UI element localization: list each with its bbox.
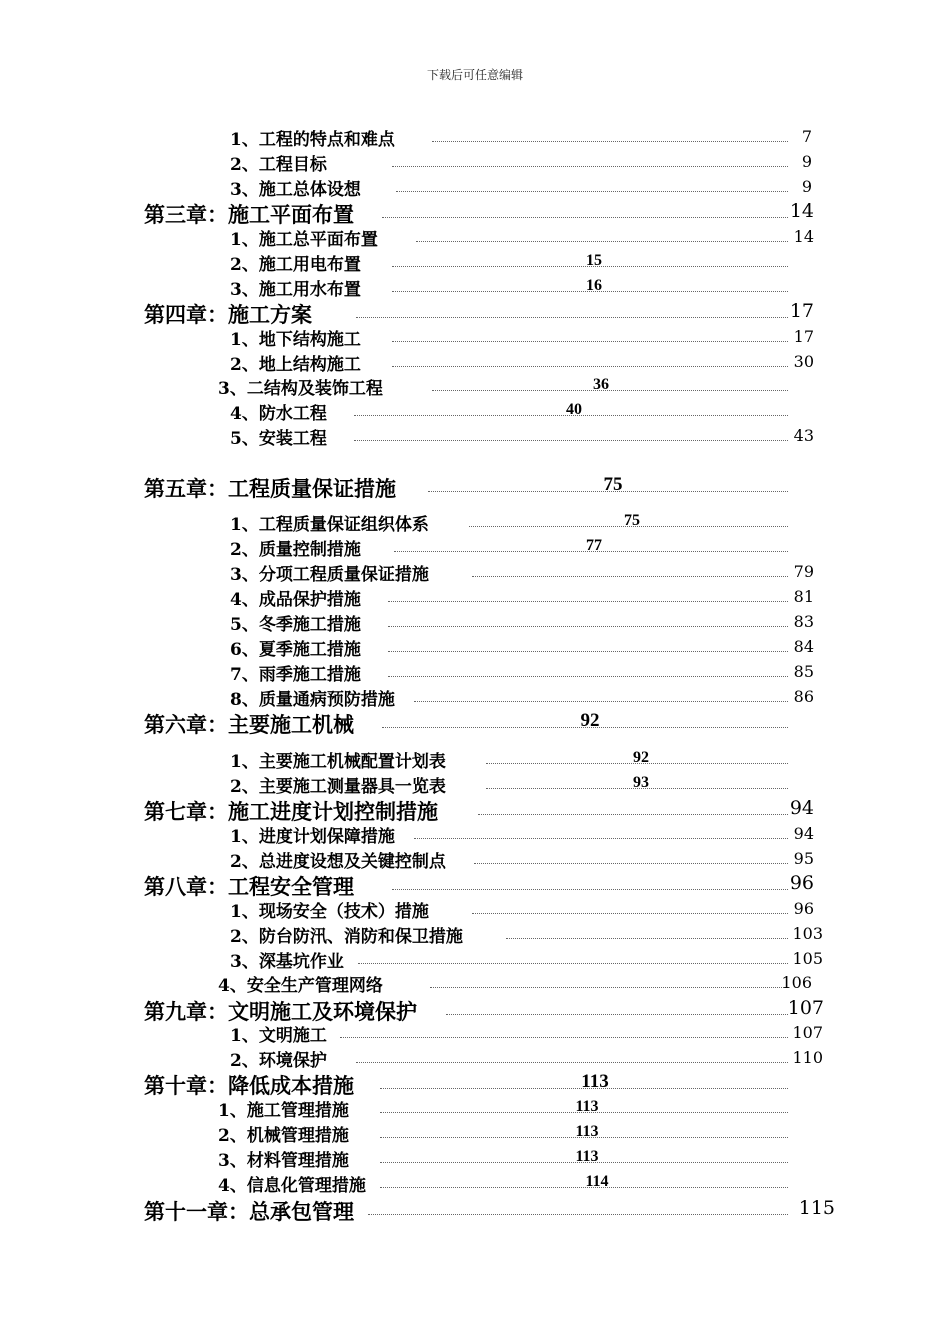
dot-leader: [340, 1037, 788, 1038]
dot-leader: [354, 440, 788, 441]
toc-chapter-row[interactable]: [0, 473, 950, 501]
dot-leader: [392, 889, 788, 890]
toc-section-row[interactable]: [0, 747, 950, 772]
toc-section-row[interactable]: [0, 125, 950, 150]
dot-leader: [388, 626, 788, 627]
page-header: 下载后可任意编辑: [426, 68, 523, 82]
toc-entry-title: 1、主要施工机械配置计划表: [230, 752, 446, 772]
toc-entry-title: 1、工程质量保证组织体系: [230, 515, 429, 535]
toc-entry-title: 8、质量通病预防措施: [230, 690, 395, 710]
toc-page-number: 75: [624, 512, 640, 529]
dot-leader: [474, 863, 788, 864]
toc-section-row[interactable]: [0, 660, 950, 685]
toc-page-number: 75: [603, 474, 623, 495]
toc-entry-title: 4、安全生产管理网络: [218, 976, 383, 996]
toc-page-number: 93: [633, 774, 649, 791]
toc-entry-title: 2、防台防汛、消防和保卫措施: [230, 927, 463, 947]
toc-page-number: 114: [585, 1173, 609, 1190]
toc-entry-title: 5、安装工程: [230, 429, 327, 449]
toc-entry-title: 1、文明施工: [230, 1026, 327, 1046]
toc-entry-title: 第八章：工程安全管理: [144, 874, 354, 899]
toc-chapter-row[interactable]: [0, 796, 950, 824]
dot-leader: [392, 166, 788, 167]
toc-page-number: 81: [793, 587, 814, 606]
dot-leader: [506, 938, 788, 939]
toc-page-number: 9: [801, 177, 812, 196]
toc-section-row[interactable]: [0, 225, 950, 250]
toc-entry-title: 2、机械管理措施: [218, 1126, 349, 1146]
dot-leader: [368, 1214, 788, 1215]
dot-leader: [388, 676, 788, 677]
toc-section-row[interactable]: [0, 325, 950, 350]
dot-leader: [388, 651, 788, 652]
toc-entry-title: 第九章：文明施工及环境保护: [144, 999, 417, 1024]
dot-leader: [430, 987, 788, 988]
toc-page-number: 36: [593, 376, 609, 393]
dot-leader: [382, 217, 788, 218]
toc-section-row[interactable]: [0, 822, 950, 847]
toc-entry-title: 2、环境保护: [230, 1051, 327, 1071]
toc-entry-title: 1、施工总平面布置: [230, 230, 378, 250]
toc-section-row[interactable]: [0, 772, 950, 797]
toc-page-number: 79: [793, 562, 814, 581]
toc-section-row[interactable]: [0, 635, 950, 660]
dot-leader: [380, 1187, 788, 1188]
toc-entry-title: 1、地下结构施工: [230, 330, 361, 350]
dot-leader: [416, 241, 788, 242]
toc-entry-title: 6、夏季施工措施: [230, 640, 361, 660]
toc-page-number: 95: [793, 849, 814, 868]
toc-entry-title: 第四章：施工方案: [144, 302, 312, 327]
toc-page-number: 92: [580, 710, 600, 731]
toc-chapter-row[interactable]: [0, 996, 950, 1024]
toc-page-number: 40: [566, 401, 582, 418]
dot-leader: [356, 1062, 788, 1063]
toc-section-row[interactable]: [0, 847, 950, 872]
toc-entry-title: 4、信息化管理措施: [218, 1176, 366, 1196]
dot-leader: [358, 963, 788, 964]
dot-leader: [446, 1014, 788, 1015]
toc-entry-title: 1、现场安全（技术）措施: [230, 902, 429, 922]
toc-page-number: 96: [793, 899, 814, 918]
toc-section-row[interactable]: [0, 971, 950, 996]
toc-page-number: 113: [575, 1148, 599, 1165]
toc-section-row[interactable]: [0, 1096, 950, 1121]
toc-section-row[interactable]: [0, 1046, 950, 1071]
toc-entry-title: 第十一章：总承包管理: [144, 1199, 354, 1224]
toc-section-row[interactable]: [0, 1146, 950, 1171]
toc-entry-title: 2、施工用电布置: [230, 255, 361, 275]
toc-entry-title: 3、施工用水布置: [230, 280, 361, 300]
toc-page-number: 107: [787, 997, 824, 1019]
toc-chapter-row[interactable]: [0, 199, 950, 227]
toc-page-number: 94: [793, 824, 814, 843]
toc-section-row[interactable]: [0, 399, 950, 424]
toc-page-number: 110: [792, 1048, 823, 1067]
toc-page-number: 103: [792, 924, 823, 943]
dot-leader: [396, 191, 788, 192]
toc-entry-title: 3、施工总体设想: [230, 180, 361, 200]
toc-page-number: 14: [789, 200, 814, 222]
dot-leader: [472, 576, 788, 577]
toc-page-number: 105: [792, 949, 823, 968]
toc-entry-title: 3、分项工程质量保证措施: [230, 565, 429, 585]
dot-leader: [356, 317, 788, 318]
toc-section-row[interactable]: [0, 424, 950, 449]
toc-entry-title: 2、质量控制措施: [230, 540, 361, 560]
toc-section-row[interactable]: [0, 1171, 950, 1196]
dot-leader: [478, 814, 788, 815]
dot-leader: [432, 390, 788, 391]
toc-entry-title: 4、成品保护措施: [230, 590, 361, 610]
dot-leader: [388, 601, 788, 602]
toc-section-row[interactable]: [0, 610, 950, 635]
toc-entry-title: 7、雨季施工措施: [230, 665, 361, 685]
toc-page-number: 84: [793, 637, 814, 656]
toc-page-number: 43: [793, 426, 814, 445]
toc-entry-title: 3、材料管理措施: [218, 1151, 349, 1171]
toc-page-number: 30: [793, 352, 814, 371]
toc-page-number: 94: [789, 797, 814, 819]
toc-chapter-row[interactable]: [0, 1070, 950, 1098]
dot-leader: [414, 838, 788, 839]
toc-entry-title: 5、冬季施工措施: [230, 615, 361, 635]
toc-page-number: 113: [581, 1071, 609, 1092]
toc-chapter-row[interactable]: [0, 299, 950, 327]
toc-entry-title: 1、工程的特点和难点: [230, 130, 395, 150]
toc-section-row[interactable]: [0, 1121, 950, 1146]
toc-entry-title: 2、总进度设想及关键控制点: [230, 852, 446, 872]
toc-section-row[interactable]: [0, 510, 950, 535]
toc-page-number: 85: [793, 662, 814, 681]
toc-entry-title: 2、工程目标: [230, 155, 327, 175]
toc-page-number: 17: [793, 327, 814, 346]
toc-section-row[interactable]: [0, 585, 950, 610]
toc-section-row[interactable]: [0, 1021, 950, 1046]
toc-section-row[interactable]: [0, 685, 950, 710]
toc-section-row[interactable]: [0, 535, 950, 560]
toc-entry-title: 第六章：主要施工机械: [144, 712, 354, 737]
toc-page-number: 113: [575, 1098, 599, 1115]
dot-leader: [414, 701, 788, 702]
toc-page-number: 9: [801, 152, 812, 171]
toc-page-number: 15: [586, 252, 602, 269]
toc-section-row[interactable]: [0, 947, 950, 972]
toc-section-row[interactable]: [0, 350, 950, 375]
toc-page-number: 113: [575, 1123, 599, 1140]
toc-entry-title: 1、进度计划保障措施: [230, 827, 395, 847]
toc-page-number: 96: [789, 872, 814, 894]
toc-chapter-row[interactable]: [0, 1196, 950, 1224]
toc-section-row[interactable]: [0, 175, 950, 200]
toc-chapter-row[interactable]: [0, 871, 950, 899]
toc-entry-title: 3、二结构及装饰工程: [218, 379, 383, 399]
toc-page-number: 86: [793, 687, 814, 706]
toc-section-row[interactable]: [0, 150, 950, 175]
dot-leader: [392, 341, 788, 342]
toc-entry-title: 4、防水工程: [230, 404, 327, 424]
toc-entry-title: 第三章：施工平面布置: [144, 202, 354, 227]
toc-section-row[interactable]: [0, 897, 950, 922]
toc-entry-title: 2、地上结构施工: [230, 355, 361, 375]
dot-leader: [392, 366, 788, 367]
toc-page-number: 7: [801, 127, 812, 146]
toc-entry-title: 3、深基坑作业: [230, 952, 344, 972]
toc-entry-title: 第七章：施工进度计划控制措施: [144, 799, 438, 824]
dot-leader: [472, 913, 788, 914]
toc-page-number: 77: [586, 537, 602, 554]
toc-page-number: 14: [793, 227, 814, 246]
toc-page-number: 106: [781, 973, 812, 992]
toc-page-number: 107: [792, 1023, 823, 1042]
toc-entry-title: 第十章：降低成本措施: [144, 1073, 354, 1098]
toc-page-number: 92: [633, 749, 649, 766]
toc-page-number: 17: [789, 300, 814, 322]
toc-section-row[interactable]: [0, 250, 950, 275]
toc-section-row[interactable]: [0, 922, 950, 947]
toc-chapter-row[interactable]: [0, 709, 950, 737]
dot-leader: [432, 141, 788, 142]
toc-entry-title: 1、施工管理措施: [218, 1101, 349, 1121]
toc-entry-title: 2、主要施工测量器具一览表: [230, 777, 446, 797]
toc-page-number: 83: [793, 612, 814, 631]
toc-section-row[interactable]: [0, 374, 950, 399]
toc-page-number: 16: [586, 277, 602, 294]
toc-page-number: 115: [798, 1197, 835, 1219]
toc-entry-title: 第五章：工程质量保证措施: [144, 476, 396, 501]
toc-section-row[interactable]: [0, 560, 950, 585]
toc-section-row[interactable]: [0, 275, 950, 300]
